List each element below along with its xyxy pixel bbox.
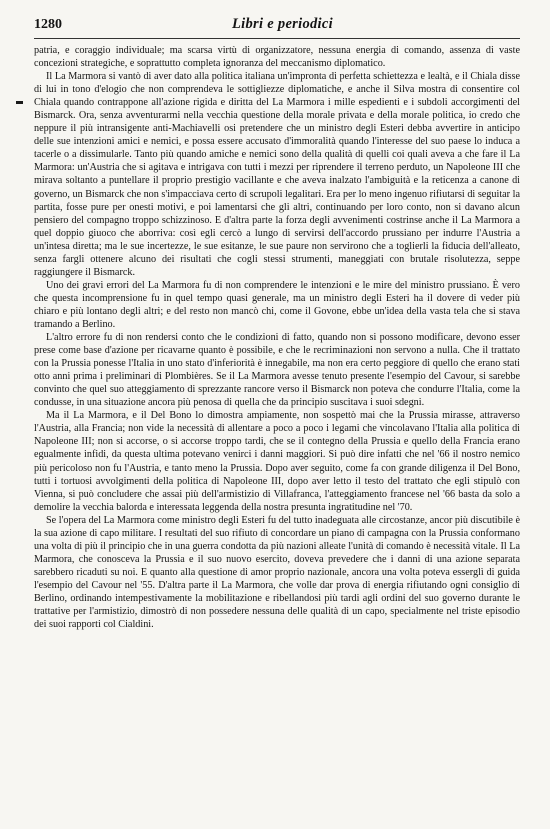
paragraph: Ma il La Marmora, e il Del Bono lo dimostra ampiamente, non sospettò mai che la Prussia mirasse, attraverso l'Austria, alla Francia; non vide la necessità di allentare a poco a poco i legami che vincolavano l'Italia alla politica di Napoleone III; non si accorse, o si accorse troppo tardi, che se il contegno della Prussia e quello della Francia erano egualmente infidi, da questa ultima potevano venirci i danni maggiori. Si può dire infatti che nel '66 il nostro nemico più pericoloso non fu l'Austria, e tanto meno la Prussia. Dopo aver seguito, come fa con grande diligenza il Del Bono, tutti i tortuosi avvolgimenti della politica di Napoleone III, dopo aver letto il testo del trattato che egli stipulò con Vienna, si può concludere che assai più dell'armistizio di Villafranca, l'atteggiamento francese nel '66 basta da solo a demolire la vecchia balorda e interessata leggenda della nostra presunta ingratitudine nel '70. bbox=[34, 410, 520, 513]
running-title: Libri e periodici bbox=[232, 16, 333, 32]
page-number: 1280 bbox=[34, 17, 62, 32]
page-header bbox=[34, 16, 520, 39]
paragraph: L'altro errore fu di non rendersi conto che le condizioni di fatto, quando non si possono modificare, devono esser prese come base d'azione per ricavarne quanto è possibile, e che le recriminazioni non servono a nulla. Che il trattato con la Prussia ponesse l'Italia in uno stato d'inferiorità è innegabile, ma non era certo peggiore di quello che erano stati otto anni prima i preliminari di Plombières. Se il La Marmora avesse tenuto presente l'esempio del Cavour, si sarebbe convinto che quel suo atteggiamento di sprezzante rancore verso il Bismarck non poteva che condurre l'Italia, come la condusse, in una situazione ancora più penosa di quella che da principio suscitava i suoi sdegni. bbox=[34, 332, 520, 409]
paragraph: Il La Marmora si vantò di aver dato alla politica italiana un'impronta di perfetta schiettezza e lealtà, e il Chiala disse di lui in tono d'elogio che non comprendeva le sottigliezze diplomatiche, e anche il Silva mostra di consentire col Chiala quando contrappone all'azione rigida e diritta del La Marmora i mille espedienti e i subdoli accorgimenti del Bismarck. Ora, senza avventurarmi nella vecchia questione della morale privata e della morale politica, io credo che neppure il più intransigente anti-Machiavelli osi pretendere che un ministro degli Esteri debba avvertire in anticipo delle sue intenzioni amici e nemici, e possa essere accusato d'immoralità quando l'interesse del suo paese lo induca a tacerle o a dissimularle. Tanto più quando amiche e nemici sono della qualità di quelli coi quali aveva a che fare il La Marmora: un'Austria che si agitava e intrigava con tutti i mezzi per riprendere il terreno perduto, un Napoleone III che mirava soltanto a puntellare il proprio prestigio vacillante e che aveva inalzato l'ambiguità e la reticenza a canone di governo, un Bismarck che non s'impacciava certo di scrupoli legalitari. Era per lo meno ingenuo rifiutarsi di seguitar la partita, fosse pure per onesti motivi, e poi lamentarsi che gli altri, continuando per loro conto, non si davano alcun pensiero del compagno troppo schizzinoso. E d'altra parte la forza degli avvenimenti costrinse anche il La Marmora a quel doppio giuoco che aborriva: così egli cercò a lungo di servirsi dell'accordo prussiano per indurre l'Austria a un'intesa diretta; ma le sue incertezze, le sue esitanze, le sue paure non servirono che a toglierli la fiducia dell'alleato, senza fargli ottenere alcuno dei risultati che cogli stessi strumenti, maneggiati con brutale risolutezza, seppe raggiungere il Bismarck. bbox=[34, 71, 520, 278]
paragraph: Se l'opera del La Marmora come ministro degli Esteri fu del tutto inadeguata alle circostanze, ancor più discutibile è la sua azione di capo militare. I resultati del suo rifiuto di concordare un piano di campagna con la Prussia conformano una volta di più il principio che in una guerra condotta da più nazioni alleate l'unità di comando è necessità vitale. Il La Marmora, che conosceva la Prussia e il suo nuovo esercito, doveva prevedere che i danni di una azione separata sarebbero ricaduti su noi. E quanto alla questione di amor proprio nazionale, ancora una volta poteva esserglì di guida l'esempio del Cavour nel '55. D'altra parte il La Marmora, che volle dar prova di energia rifiutando ogni consiglio di Berlino, ordinando intempestivamente la mobilitazione e ribellandosi più tardi agli ordini del suo governo durante le trattative per l'armistizio, dimostrò di non possedere nessuna delle qualità di un capo, specialmente nel triste episodio dei suoi rapporti col Cialdini. bbox=[34, 514, 520, 631]
paragraph: Uno dei gravi errori del La Marmora fu di non comprendere le intenzioni e le mire del ministro prussiano. È vero che questa incomprensione fu in quel tempo quasi generale, ma un ministro degli Esteri ha il dovere di veder più chiaro e più lontano degli altri; e del resto non mancò chi, come il Govone, ebbe un'idea della vasta tela che si stava tramando a Berlino. bbox=[34, 279, 520, 330]
margin-mark bbox=[16, 101, 23, 104]
paragraph: patria, e coraggio individuale; ma scarsa virtù di organizzatore, nessuna energia di comando, assenza di vaste concezioni strategiche, e soprattutto completa ignoranza del meccanismo diplomatico. bbox=[34, 45, 520, 70]
article-body bbox=[34, 44, 520, 631]
